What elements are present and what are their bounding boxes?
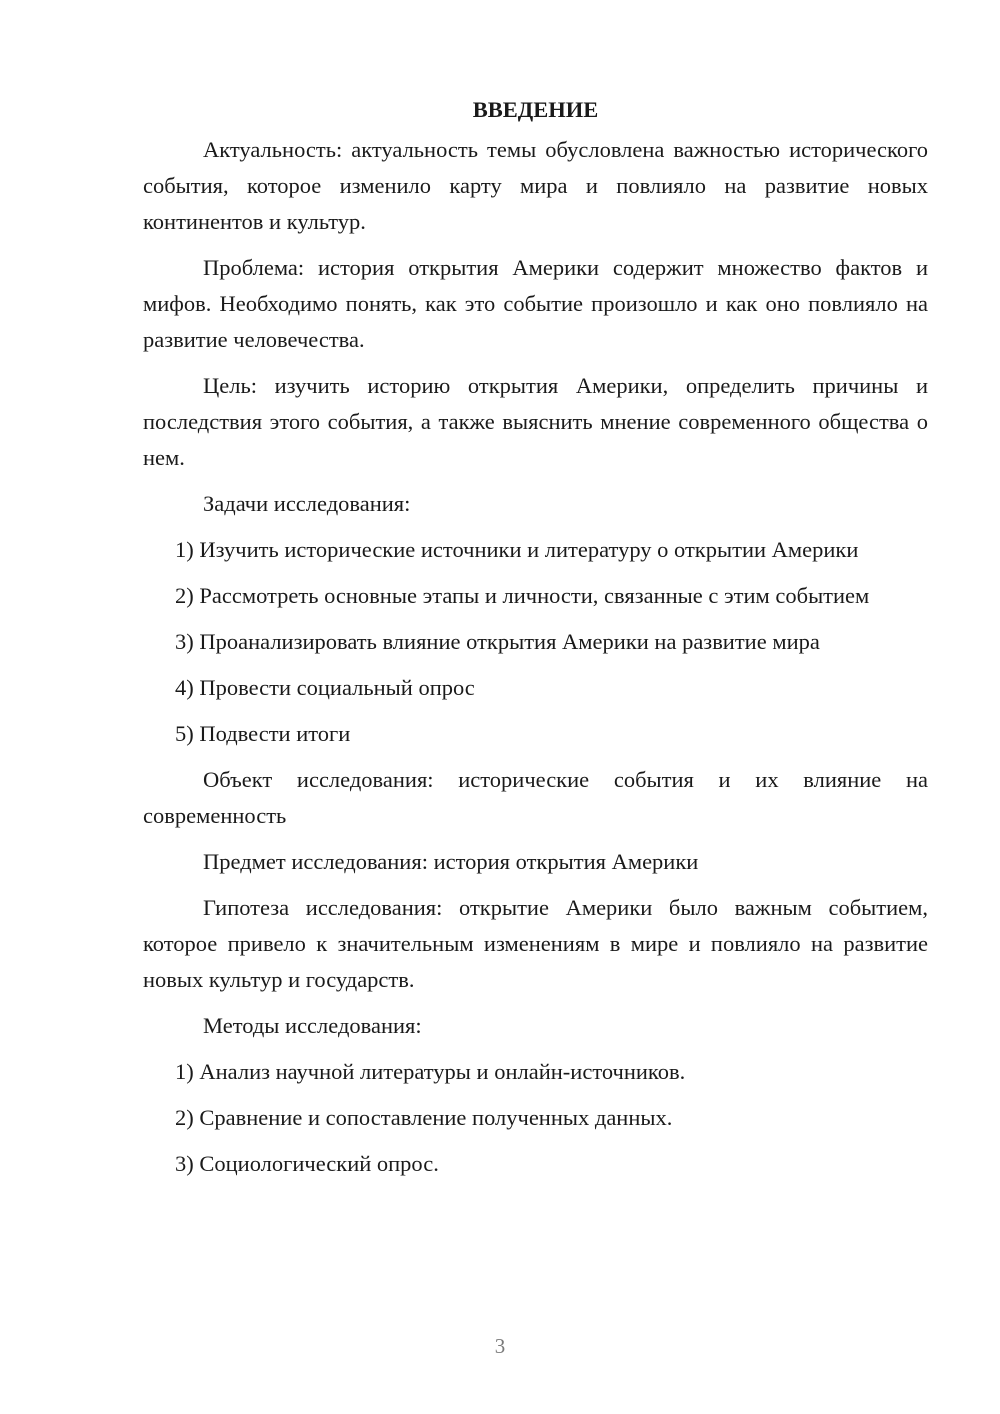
hypothesis-paragraph: Гипотеза исследования: открытие Америки было важным событием, которое привело к значительным изменениям в мире и повлияло на развитие новых культур и государств. bbox=[143, 895, 928, 992]
problem-paragraph: Проблема: история открытия Америки содержит множество фактов и мифов. Необходимо понять, как это событие произошло и как оно повлияло на развитие человечества. bbox=[143, 255, 928, 352]
method-item-1: 1) Анализ научной литературы и онлайн-источников. bbox=[175, 1059, 686, 1084]
object-paragraph: Объект исследования: исторические события и их влияние на современность bbox=[143, 767, 928, 828]
task-item-1: 1) Изучить исторические источники и литературу о открытии Америки bbox=[175, 537, 859, 562]
section-heading: ВВЕДЕНИЕ bbox=[472, 97, 599, 122]
task-item-5: 5) Подвести итоги bbox=[175, 721, 351, 746]
page-content bbox=[143, 92, 928, 1192]
task-item-2: 2) Рассмотреть основные этапы и личности, связанные с этим событием bbox=[175, 583, 870, 608]
subject-paragraph: Предмет исследования: история открытия Америки bbox=[203, 849, 699, 874]
task-item-4: 4) Провести социальный опрос bbox=[175, 675, 475, 700]
goal-paragraph: Цель: изучить историю открытия Америки, определить причины и последствия этого события, а также выяснить мнение современного общества о нем. bbox=[143, 373, 928, 470]
methods-title: Методы исследования: bbox=[203, 1013, 422, 1038]
tasks-title: Задачи исследования: bbox=[203, 491, 411, 516]
task-item-3: 3) Проанализировать влияние открытия Америки на развитие мира bbox=[175, 629, 820, 654]
method-item-2: 2) Сравнение и сопоставление полученных данных. bbox=[175, 1105, 673, 1130]
method-item-3: 3) Социологический опрос. bbox=[175, 1151, 439, 1176]
relevance-paragraph: Актуальность: актуальность темы обусловлена важностью исторического события, которое изменило карту мира и повлияло на развитие новых континентов и культур. bbox=[143, 137, 928, 234]
page-number: 3 bbox=[494, 1334, 506, 1358]
